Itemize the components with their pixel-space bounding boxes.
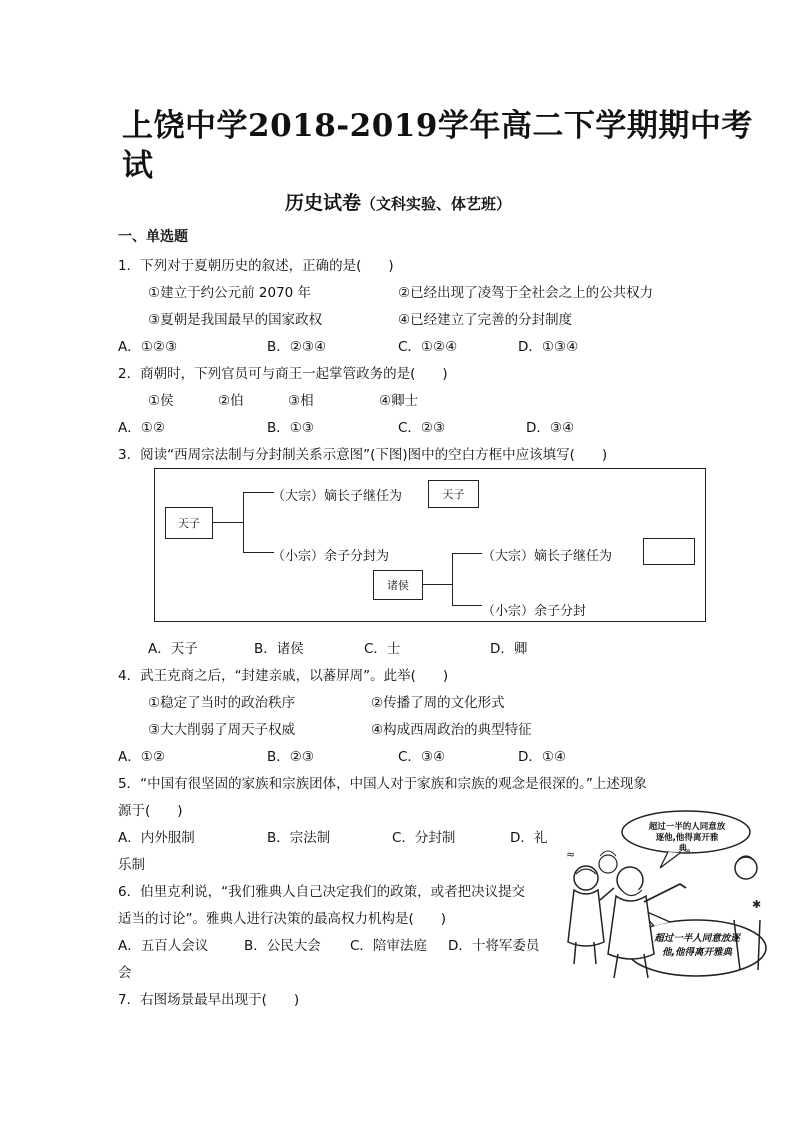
q1-option-c[interactable]: C．①②④: [398, 339, 458, 355]
page-title-line2: 试: [122, 148, 154, 184]
diagram-box-zhuhou: 诸侯: [373, 570, 423, 600]
subtitle-main: 历史试卷: [285, 192, 362, 214]
q6-option-b[interactable]: B．公民大会: [244, 938, 321, 954]
diagram-label-dazong-1: （大宗）嫡长子继任为: [272, 489, 403, 504]
q1-option-a[interactable]: A．①②③: [118, 339, 178, 355]
svg-text:≈: ≈: [566, 848, 576, 861]
q1-statement-3: ③夏朝是我国最早的国家政权: [148, 312, 323, 328]
q4-statement-1: ①稳定了当时的政治秩序: [148, 695, 296, 711]
subtitle-note: （文科实验、体艺班）: [361, 195, 512, 213]
q2-statement-2: ②伯: [218, 393, 244, 409]
q4-stem: 4．武王克商之后，“封建亲戚，以蕃屏周”。此举( ): [118, 668, 449, 684]
diagram-connector: [452, 553, 453, 605]
q2-option-a[interactable]: A．①②: [118, 420, 165, 436]
q1-option-b[interactable]: B．②③④: [267, 339, 327, 355]
q5-option-d-continued: 乐制: [118, 857, 145, 873]
q4-statement-4: ④构成西周政治的典型特征: [371, 722, 532, 738]
diagram-connector: [243, 492, 244, 552]
diagram-box-tianzi: 天子: [165, 507, 213, 539]
q2-option-b[interactable]: B．①③: [267, 420, 314, 436]
diagram-connector: [452, 605, 482, 606]
q6-option-c[interactable]: C．陪审法庭: [350, 938, 427, 954]
q5-stem-line1: 5．“中国有很坚固的家族和宗族团体，中国人对于家族和宗族的观念是很深的。”上述现象: [118, 776, 647, 792]
q1-statement-1: ①建立于约公元前 2070 年: [148, 285, 312, 301]
diagram-connector: [243, 492, 274, 493]
q4-option-d[interactable]: D．①④: [518, 749, 567, 765]
cartoon-bubble-top: 超过一半的人同意放逐他,他得离开雅典。: [648, 822, 726, 854]
q4-option-b[interactable]: B．②③: [267, 749, 314, 765]
q3-option-a[interactable]: A．天子: [148, 641, 198, 657]
q2-statement-3: ③相: [288, 393, 314, 409]
q2-stem: 2．商朝时，下列官员可与商王一起掌管政务的是( ): [118, 366, 448, 382]
q5-option-d[interactable]: D．礼: [510, 830, 548, 846]
diagram-connector: [452, 553, 482, 554]
zongfa-diagram: [154, 468, 706, 622]
q4-option-a[interactable]: A．①②: [118, 749, 165, 765]
diagram-label-xiaozong-2: （小宗）余子分封: [482, 604, 587, 619]
q4-statement-3: ③大大削弱了周天子权威: [148, 722, 296, 738]
q3-option-c[interactable]: C．士: [364, 641, 401, 657]
q7-stem: 7．右图场景最早出现于( ): [118, 992, 300, 1008]
section-heading: 一、单选题: [118, 229, 188, 245]
page-subtitle: [285, 188, 511, 215]
q1-statement-4: ④已经建立了完善的分封制度: [398, 312, 573, 328]
q3-stem: 3．阅读“西周宗法制与分封制关系示意图”(下图)图中的空白方框中应该填写( ): [118, 447, 608, 463]
q1-option-d[interactable]: D．①③④: [518, 339, 579, 355]
q6-option-d-continued: 会: [118, 965, 132, 981]
q2-option-c[interactable]: C．②③: [398, 420, 446, 436]
q5-stem-line2: 源于( ): [118, 803, 183, 819]
diagram-connector: [243, 552, 274, 553]
q4-statement-2: ②传播了周的文化形式: [371, 695, 505, 711]
q4-option-c[interactable]: C．③④: [398, 749, 446, 765]
diagram-box-tianzi-2: 天子: [428, 480, 479, 508]
athens-cartoon: [556, 808, 772, 993]
q1-statement-2: ②已经出现了凌驾于全社会之上的公共权力: [398, 285, 654, 301]
q6-option-a[interactable]: A．五百人会议: [118, 938, 209, 954]
q2-statement-1: ①侯: [148, 393, 174, 409]
q5-option-c[interactable]: C．分封制: [392, 830, 456, 846]
svg-text:✱: ✱: [752, 898, 762, 911]
q6-stem-line1: 6．伯里克利说，“我们雅典人自己决定我们的政策，或者把决议提交: [118, 884, 526, 900]
q3-option-b[interactable]: B．诸侯: [254, 641, 304, 657]
diagram-label-xiaozong-1: （小宗）余子分封为: [272, 549, 390, 564]
page-title-line1: 上饶中学2018-2019学年高二下学期期中考: [122, 108, 753, 144]
q5-option-b[interactable]: B．宗法制: [267, 830, 331, 846]
q5-option-a[interactable]: A．内外服制: [118, 830, 195, 846]
cartoon-bubble-bottom: 超过一半人同意放逐他,他得离开雅典: [654, 933, 740, 958]
q6-option-d[interactable]: D．十将军委员: [448, 938, 540, 954]
diagram-blank-box[interactable]: [643, 538, 695, 565]
q2-option-d[interactable]: D．③④: [526, 420, 575, 436]
diagram-connector: [422, 584, 452, 585]
q3-option-d[interactable]: D．卿: [490, 641, 528, 657]
diagram-connector: [212, 522, 243, 523]
q1-stem: 1．下列对于夏朝历史的叙述，正确的是( ): [118, 258, 394, 274]
diagram-label-dazong-2: （大宗）嫡长子继任为: [482, 549, 613, 564]
q6-stem-line2: 适当的讨论”。雅典人进行决策的最高权力机构是( ): [118, 911, 447, 927]
q2-statement-4: ④卿士: [379, 393, 419, 409]
